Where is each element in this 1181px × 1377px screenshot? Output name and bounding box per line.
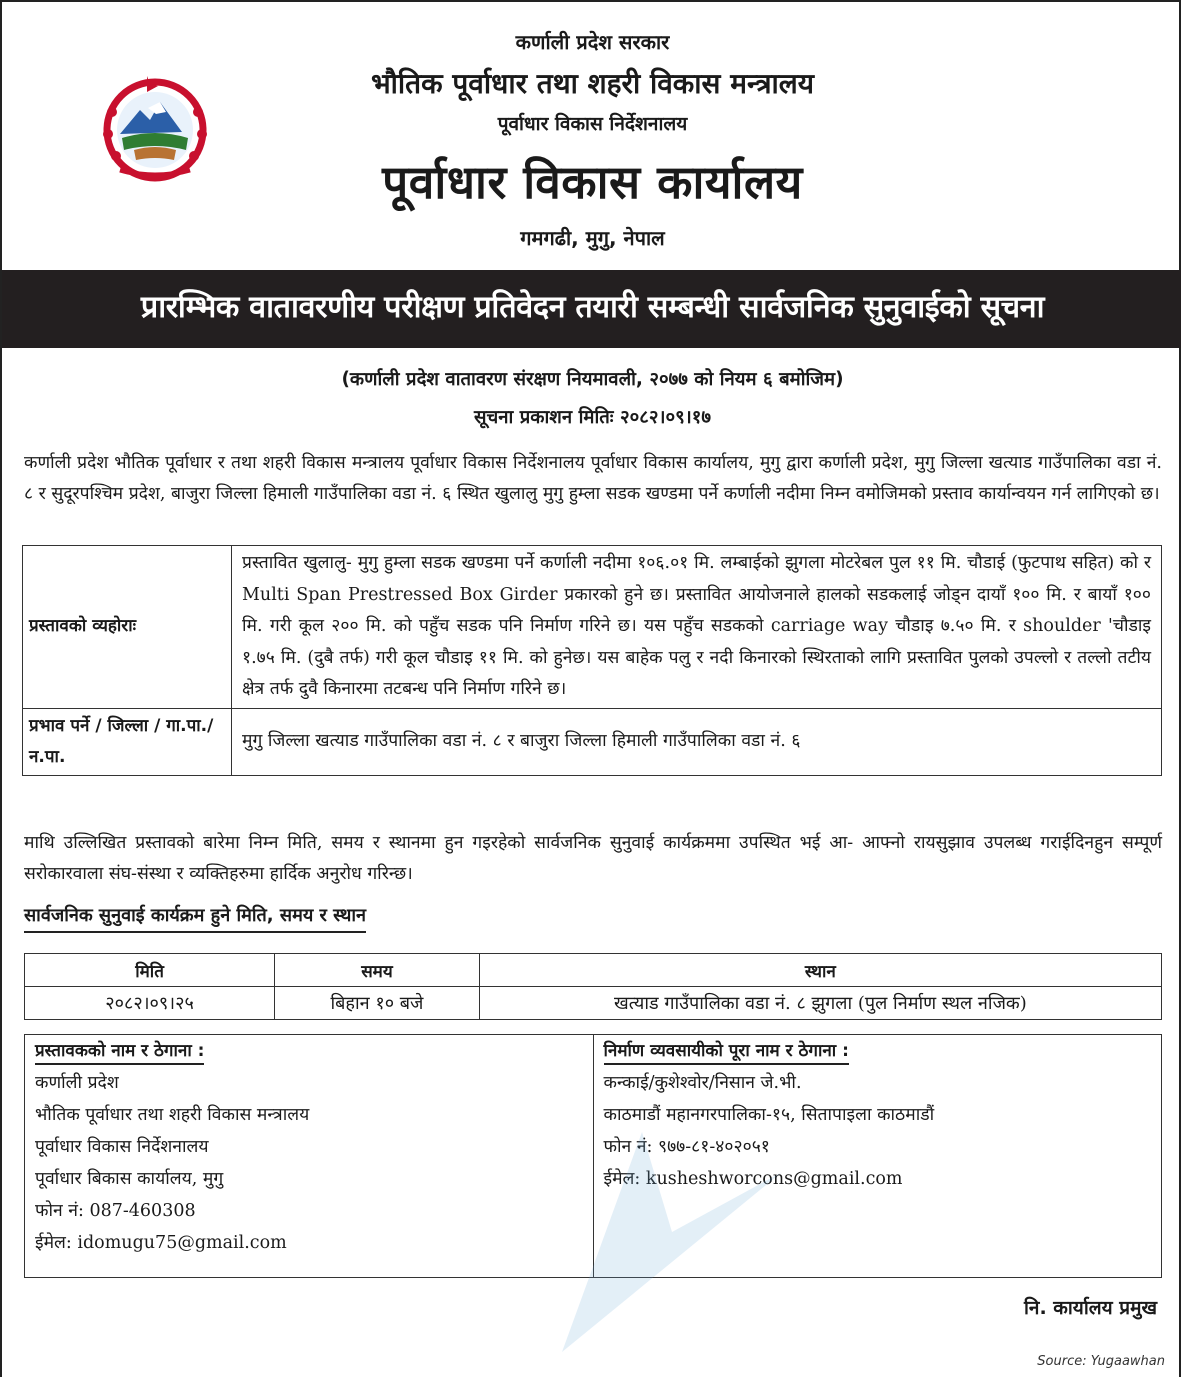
- contractor-title: निर्माण व्यवसायीको पूरा नाम र ठेगाना :: [604, 1039, 849, 1065]
- table-header-row: [25, 954, 1162, 987]
- proponent-line: कर्णाली प्रदेश: [35, 1073, 119, 1093]
- contractor-line: कन्काई/कुशेश्वोर/निसान जे.भी.: [603, 1073, 802, 1093]
- schedule-table: [24, 953, 1162, 1020]
- office-address: गमगढी, मुगु, नेपाल: [520, 226, 665, 250]
- proposal-table: [22, 545, 1162, 776]
- header-place: स्थान: [479, 954, 1161, 987]
- source-credit: Source: Yugaawhan: [1037, 1354, 1165, 1369]
- publication-date: सूचना प्रकाशन मितिः २०८२।०९।१७: [474, 407, 711, 428]
- schedule-time: बिहान १० बजे: [275, 987, 480, 1020]
- proponent-line: भौतिक पूर्वाधार तथा शहरी विकास मन्त्रालय: [35, 1105, 310, 1125]
- contractor-line: काठमाडौं महानगरपालिका-१५, सितापाइला काठमाडौं: [603, 1105, 935, 1125]
- proponent-phone: फोन नं: 087-460308: [35, 1201, 196, 1221]
- signature: नि. कार्यालय प्रमुख: [1024, 1297, 1157, 1319]
- contacts-table: [24, 1034, 1162, 1278]
- contractor-contact: [593, 1035, 1162, 1278]
- notice-title-banner: प्रारम्भिक वातावरणीय परीक्षण प्रतिवेदन तयारी सम्बन्धी सार्वजनिक सुनुवाईको सूचना: [2, 270, 1181, 348]
- schedule-heading: सार्वजनिक सुनुवाई कार्यक्रम हुने मिति, समय र स्थान: [24, 902, 366, 933]
- proposal-subject-label: प्रस्तावको व्यहोराः: [23, 546, 232, 709]
- directorate-name: पूर्वाधार विकास निर्देशनालय: [497, 113, 688, 135]
- table-row: [23, 546, 1162, 709]
- proponent-line: पूर्वाधार बिकास कार्यालय, मुगु: [35, 1169, 224, 1189]
- invitation-paragraph: माथि उल्लिखित प्रस्तावको बारेमा निम्न मिति, समय र स्थानमा हुन गइरहेको सार्वजनिक सुनुवाई कार्यक्रममा उपस्थित भई आ- आफ्नो रायसुझाव उपलब्ध गराईदिनहुन सम्पूर्ण सरोकारवाला संघ-संस्था र व्यक्तिहरुमा हार्दिक अनुरोध गरिन्छ।: [24, 833, 1162, 884]
- table-row: [25, 987, 1162, 1020]
- proponent-line: पूर्वाधार विकास निर्देशनालय: [35, 1137, 209, 1157]
- schedule-date: २०८२।०९।२५: [25, 987, 275, 1020]
- proponent-contact: [25, 1035, 594, 1278]
- proponent-email: ईमेल: idomugu75@gmail.com: [35, 1233, 287, 1253]
- affected-area-text: मुगु जिल्ला खत्याड गाउँपालिका वडा नं. ८ र बाजुरा जिल्ला हिमाली गाउँपालिका वडा नं. ६: [232, 708, 1162, 775]
- header-date: मिति: [25, 954, 275, 987]
- intro-paragraph: कर्णाली प्रदेश भौतिक पूर्वाधार र तथा शहरी विकास मन्त्रालय पूर्वाधार विकास निर्देशनालय पूर्वाधार विकास कार्यालय, मुगु द्वारा कर्णाली प्रदेश, मुगु जिल्ला खत्याड गाउँपालिका वडा नं. ८ र सुदूरपश्चिम प्रदेश, बाजुरा जिल्ला हिमाली गाउँपालिका वडा नं. ६ स्थित खुलालु मुगु हुम्ला सडक खण्डमा पर्ने कर्णाली नदीमा निम्न वमोजिमको प्रस्ताव कार्यान्वयन गर्न लागिएको छ।: [24, 453, 1162, 504]
- contractor-phone: फोन नं: ९७७-८१-४०२०५१: [603, 1137, 770, 1157]
- header-time: समय: [275, 954, 480, 987]
- proponent-title: प्रस्तावकको नाम र ठेगाना :: [35, 1039, 204, 1065]
- schedule-place: खत्याड गाउँपालिका वडा नं. ८ झुगला (पुल निर्माण स्थल नजिक): [479, 987, 1161, 1020]
- table-row: [23, 708, 1162, 775]
- proposal-subject-text: प्रस्तावित खुलालु- मुगु हुम्ला सडक खण्डमा पर्ने कर्णाली नदीमा १०६.०१ मि. लम्बाईको झुगला मोटरेबल पुल ११ मि. चौडाई (फुटपाथ सहित) को र Multi Span Prestressed Box Girder प्रकारको हुने छ। प्रस्तावित आयोजनाले हालको सडकलाई जोड्न दायाँ १०० मि. र बायाँ १०० मि. गरी कूल २०० मि. को पहुँच सडक पनि निर्माण गरिने छ। यस पहुँच सडकको carriage way चौडाइ ७.५० मि. र shoulder 'चौडाइ १.७५ मि. (दुबै तर्फ) गरी कूल चौडाइ ११ मि. को हुनेछ। यस बाहेक पलु र नदी किनारको स्थिरताको लागि प्रस्तावित पुलको उपल्लो र तल्लो तटीय क्षेत्र तर्फ दुवै किनारमा तटबन्ध पनि निर्माण गरिने छ।: [232, 546, 1162, 709]
- table-row: [25, 1035, 1162, 1278]
- office-name: पूर्वाधार विकास कार्यालय: [382, 155, 803, 209]
- contractor-email: ईमेल: kusheshworcons@gmail.com: [603, 1169, 903, 1189]
- ministry-name: भौतिक पूर्वाधार तथा शहरी विकास मन्त्रालय: [370, 67, 815, 100]
- government-name: कर्णाली प्रदेश सरकार: [515, 30, 670, 54]
- affected-area-label: प्रभाव पर्ने / जिल्ला / गा.पा./न.पा.: [23, 708, 232, 775]
- rule-reference: (कर्णाली प्रदेश वातावरण संरक्षण नियमावली, २०७७ को नियम ६ बमोजिम): [341, 369, 844, 390]
- header: [2, 2, 1181, 270]
